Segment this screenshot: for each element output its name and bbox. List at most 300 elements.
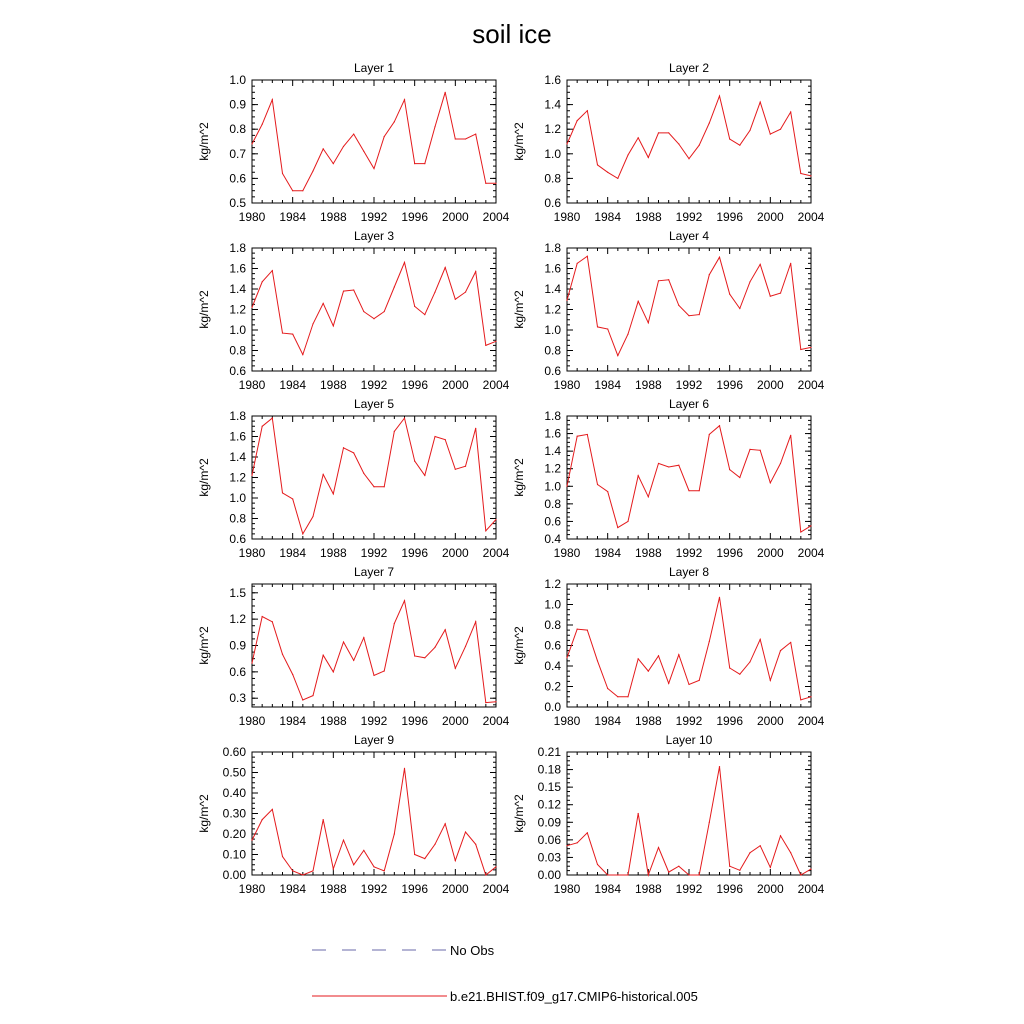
y-axis-label-layer-1: kg/m^2	[197, 122, 211, 161]
y-tick-label: 0.09	[537, 815, 561, 830]
x-tick-label: 1992	[675, 210, 703, 224]
data-point	[648, 157, 649, 158]
data-point	[566, 657, 567, 658]
data-point	[485, 183, 486, 184]
data-point	[678, 465, 679, 466]
data-point	[384, 486, 385, 487]
y-axis-label-layer-4: kg/m^2	[512, 290, 526, 329]
data-point	[566, 486, 567, 487]
y-tick-label: 1.0	[544, 146, 561, 161]
panels-group	[197, 61, 825, 896]
series-line-layer-10	[567, 767, 811, 875]
data-point	[688, 684, 689, 685]
x-tick-label: 1992	[675, 714, 703, 728]
data-point	[373, 866, 374, 867]
plot-frame-layer-10	[567, 752, 811, 875]
data-point	[251, 143, 252, 144]
data-point	[262, 124, 263, 125]
data-point	[333, 868, 334, 869]
x-tick-label: 2000	[441, 714, 469, 728]
data-point	[475, 134, 476, 135]
data-point	[394, 623, 395, 624]
x-tick-label: 1980	[553, 210, 581, 224]
data-point	[678, 866, 679, 867]
x-tick-label: 2004	[797, 378, 825, 392]
x-tick-label: 2004	[482, 882, 510, 896]
y-axis-label-layer-8: kg/m^2	[512, 626, 526, 665]
data-point	[566, 845, 567, 846]
data-point	[485, 874, 486, 875]
data-point	[648, 671, 649, 672]
data-point	[790, 642, 791, 643]
x-tick-label: 1988	[634, 546, 662, 560]
data-point	[719, 766, 720, 767]
data-point	[333, 671, 334, 672]
x-tick-label: 1980	[553, 882, 581, 896]
data-point	[770, 680, 771, 681]
data-point	[770, 134, 771, 135]
data-point	[638, 813, 639, 814]
data-point	[455, 138, 456, 139]
x-tick-label: 1988	[319, 882, 347, 896]
data-point	[282, 856, 283, 857]
data-point	[566, 143, 567, 144]
data-point	[678, 305, 679, 306]
data-point	[495, 183, 496, 184]
data-point	[709, 122, 710, 123]
y-tick-label: 1.6	[229, 429, 246, 444]
data-point	[688, 874, 689, 875]
data-point	[749, 281, 750, 282]
x-tick-label: 1980	[553, 546, 581, 560]
data-point	[577, 120, 578, 121]
data-point	[353, 289, 354, 290]
y-tick-label: 1.2	[544, 461, 561, 476]
data-point	[485, 530, 486, 531]
data-point	[790, 111, 791, 112]
x-tick-label: 2004	[482, 714, 510, 728]
x-tick-label: 1996	[716, 882, 744, 896]
data-point	[800, 349, 801, 350]
data-point	[323, 819, 324, 820]
x-tick-label: 1984	[279, 210, 307, 224]
data-point	[292, 190, 293, 191]
data-point	[577, 436, 578, 437]
panel-title-layer-1: Layer 1	[353, 61, 395, 75]
x-tick-label: 1988	[634, 882, 662, 896]
data-point	[495, 701, 496, 702]
data-point	[648, 874, 649, 875]
x-tick-label: 1996	[716, 210, 744, 224]
panel-layer-1	[197, 61, 510, 224]
plot-frame-layer-3	[252, 248, 496, 371]
data-point	[617, 874, 618, 875]
panel-layer-3	[197, 229, 510, 392]
x-tick-label: 1992	[360, 210, 388, 224]
y-tick-label: 1.8	[229, 241, 246, 255]
data-point	[251, 662, 252, 663]
data-point	[729, 294, 730, 295]
data-point	[333, 325, 334, 326]
x-tick-label: 1988	[634, 714, 662, 728]
legend	[312, 943, 698, 1004]
data-point	[363, 151, 364, 152]
y-tick-label: 0.6	[544, 364, 561, 378]
data-point	[800, 173, 801, 174]
data-point	[251, 840, 252, 841]
data-point	[658, 132, 659, 133]
data-point	[424, 858, 425, 859]
x-tick-label: 1992	[360, 378, 388, 392]
data-point	[729, 469, 730, 470]
y-tick-label: 0.00	[537, 868, 561, 882]
y-tick-label: 1.0	[544, 597, 561, 612]
data-point	[353, 452, 354, 453]
panel-title-layer-4: Layer 4	[668, 229, 710, 243]
data-point	[810, 175, 811, 176]
x-tick-label: 1996	[401, 882, 429, 896]
y-tick-label: 1.6	[544, 426, 561, 441]
data-point	[302, 354, 303, 355]
x-tick-label: 2004	[797, 546, 825, 560]
data-point	[424, 475, 425, 476]
x-tick-label: 1980	[553, 378, 581, 392]
x-tick-label: 1992	[360, 714, 388, 728]
y-tick-label: 0.6	[544, 196, 561, 210]
series-line-layer-6	[567, 426, 811, 532]
data-point	[627, 334, 628, 335]
data-point	[760, 639, 761, 640]
data-point	[638, 658, 639, 659]
data-point	[770, 296, 771, 297]
series-line-layer-2	[567, 96, 811, 178]
plot-frame-layer-9	[252, 752, 496, 875]
x-tick-label: 2000	[441, 210, 469, 224]
plot-frame-layer-7	[252, 584, 496, 707]
x-tick-label: 2000	[441, 882, 469, 896]
data-point	[810, 869, 811, 870]
data-point	[394, 121, 395, 122]
data-point	[597, 164, 598, 165]
y-tick-label: 0.4	[544, 659, 561, 673]
data-point	[770, 867, 771, 868]
data-point	[404, 417, 405, 418]
data-point	[739, 477, 740, 478]
data-point	[465, 291, 466, 292]
data-point	[495, 866, 496, 867]
y-tick-label: 0.6	[229, 171, 246, 186]
data-point	[312, 516, 313, 517]
data-point	[465, 138, 466, 139]
data-point	[384, 311, 385, 312]
data-point	[465, 831, 466, 832]
data-point	[343, 840, 344, 841]
panel-title-layer-3: Layer 3	[353, 229, 395, 243]
x-tick-label: 2000	[441, 378, 469, 392]
x-tick-label: 1984	[279, 546, 307, 560]
data-point	[780, 463, 781, 464]
y-tick-label: 1.6	[544, 73, 561, 87]
y-tick-label: 0.30	[222, 806, 246, 821]
data-point	[709, 641, 710, 642]
data-point	[323, 303, 324, 304]
data-point	[394, 431, 395, 432]
plot-frame-layer-4	[567, 248, 811, 371]
y-tick-label: 1.4	[229, 450, 246, 464]
panel-layer-7	[197, 565, 510, 728]
data-point	[607, 874, 608, 875]
data-point	[424, 314, 425, 315]
data-point	[302, 699, 303, 700]
data-point	[719, 95, 720, 96]
y-tick-label: 0.8	[544, 496, 561, 511]
data-point	[282, 173, 283, 174]
data-point	[475, 428, 476, 429]
x-tick-label: 2004	[797, 714, 825, 728]
data-point	[739, 145, 740, 146]
data-point	[770, 482, 771, 483]
y-tick-label: 1.0	[544, 323, 561, 337]
y-axis-label-layer-9: kg/m^2	[197, 794, 211, 833]
y-tick-label: 1.4	[544, 282, 561, 296]
y-tick-label: 0.12	[537, 797, 561, 812]
series-line-layer-9	[252, 768, 496, 875]
x-tick-label: 1980	[238, 882, 266, 896]
data-point	[272, 621, 273, 622]
data-point	[577, 629, 578, 630]
y-tick-label: 1.6	[544, 261, 561, 276]
data-point	[780, 835, 781, 836]
data-point	[597, 326, 598, 327]
x-tick-label: 1980	[238, 210, 266, 224]
y-axis-label-layer-6: kg/m^2	[512, 458, 526, 497]
data-point	[262, 819, 263, 820]
y-tick-label: 1.2	[229, 470, 246, 485]
y-tick-label: 1.8	[544, 241, 561, 255]
x-tick-label: 1988	[319, 714, 347, 728]
data-point	[333, 163, 334, 164]
data-point	[475, 844, 476, 845]
y-tick-label: 0.9	[229, 638, 246, 653]
y-tick-label: 0.21	[537, 745, 561, 759]
plot-frame-layer-5	[252, 416, 496, 539]
data-point	[790, 435, 791, 436]
data-point	[282, 332, 283, 333]
x-tick-label: 1984	[594, 378, 622, 392]
x-tick-label: 1984	[279, 882, 307, 896]
data-point	[434, 291, 435, 292]
x-tick-label: 2000	[756, 210, 784, 224]
y-tick-label: 0.03	[537, 850, 561, 865]
x-tick-label: 1992	[675, 882, 703, 896]
data-point	[617, 355, 618, 356]
data-point	[363, 637, 364, 638]
y-tick-label: 0.6	[544, 514, 561, 529]
series-line-layer-1	[252, 92, 496, 190]
panel-layer-10	[512, 733, 825, 896]
data-point	[394, 833, 395, 834]
data-point	[414, 655, 415, 656]
data-point	[343, 146, 344, 147]
y-tick-label: 1.0	[229, 323, 246, 337]
x-tick-label: 1996	[401, 714, 429, 728]
data-point	[455, 668, 456, 669]
data-point	[343, 641, 344, 642]
data-point	[495, 341, 496, 342]
data-point	[323, 474, 324, 475]
data-point	[587, 110, 588, 111]
panel-title-layer-8: Layer 8	[668, 565, 710, 579]
data-point	[312, 323, 313, 324]
panel-title-layer-2: Layer 2	[668, 61, 710, 75]
y-tick-label: 1.2	[229, 302, 246, 317]
data-point	[485, 702, 486, 703]
y-tick-label: 0.10	[222, 847, 246, 862]
data-point	[292, 498, 293, 499]
x-tick-label: 1984	[594, 546, 622, 560]
x-tick-label: 1984	[279, 714, 307, 728]
x-tick-label: 1980	[553, 714, 581, 728]
y-axis-label-layer-10: kg/m^2	[512, 794, 526, 833]
data-point	[699, 874, 700, 875]
data-point	[353, 134, 354, 135]
y-tick-label: 1.8	[229, 409, 246, 423]
y-tick-label: 0.6	[229, 664, 246, 679]
data-point	[495, 519, 496, 520]
data-point	[780, 293, 781, 294]
data-point	[455, 860, 456, 861]
data-point	[780, 650, 781, 651]
y-tick-label: 0.15	[537, 780, 561, 795]
y-tick-label: 0.6	[544, 638, 561, 653]
data-point	[485, 345, 486, 346]
y-tick-label: 0.50	[222, 765, 246, 780]
data-point	[749, 852, 750, 853]
data-point	[566, 300, 567, 301]
data-point	[343, 290, 344, 291]
data-point	[445, 267, 446, 268]
data-point	[262, 426, 263, 427]
figure-title: soil ice	[472, 19, 552, 49]
y-axis-label-layer-7: kg/m^2	[197, 626, 211, 665]
data-point	[404, 768, 405, 769]
data-point	[414, 461, 415, 462]
data-point	[729, 667, 730, 668]
legend-model-label: b.e21.BHIST.f09_g17.CMIP6-historical.005	[450, 989, 698, 1004]
data-point	[434, 647, 435, 648]
y-tick-label: 1.0	[229, 491, 246, 505]
data-point	[343, 447, 344, 448]
data-point	[465, 646, 466, 647]
data-point	[607, 688, 608, 689]
x-tick-label: 1996	[401, 546, 429, 560]
series-line-layer-4	[567, 256, 811, 355]
x-tick-label: 1988	[319, 210, 347, 224]
x-tick-label: 1996	[401, 210, 429, 224]
data-point	[810, 347, 811, 348]
x-tick-label: 1996	[716, 378, 744, 392]
data-point	[404, 600, 405, 601]
x-tick-label: 2000	[756, 378, 784, 392]
data-point	[739, 870, 740, 871]
x-tick-label: 1992	[675, 546, 703, 560]
y-tick-label: 0.9	[229, 97, 246, 112]
data-point	[607, 328, 608, 329]
y-tick-label: 1.6	[229, 261, 246, 276]
data-point	[262, 281, 263, 282]
data-point	[668, 466, 669, 467]
panel-title-layer-6: Layer 6	[668, 397, 710, 411]
x-tick-label: 1992	[360, 882, 388, 896]
x-tick-label: 2004	[482, 210, 510, 224]
data-point	[384, 670, 385, 671]
data-point	[780, 129, 781, 130]
data-point	[658, 847, 659, 848]
data-point	[272, 99, 273, 100]
data-point	[800, 874, 801, 875]
x-tick-label: 2004	[797, 210, 825, 224]
data-point	[810, 696, 811, 697]
data-point	[760, 845, 761, 846]
data-point	[434, 844, 435, 845]
plot-frame-layer-8	[567, 584, 811, 707]
data-point	[302, 874, 303, 875]
x-tick-label: 2000	[756, 714, 784, 728]
y-tick-label: 0.40	[222, 786, 246, 800]
data-point	[424, 657, 425, 658]
y-tick-label: 1.5	[229, 585, 246, 600]
data-point	[617, 527, 618, 528]
panel-title-layer-5: Layer 5	[353, 397, 395, 411]
panel-layer-6	[512, 397, 825, 560]
data-point	[760, 264, 761, 265]
data-point	[688, 158, 689, 159]
data-point	[323, 655, 324, 656]
y-tick-label: 0.2	[544, 679, 561, 694]
data-point	[749, 449, 750, 450]
data-point	[363, 473, 364, 474]
x-tick-label: 1984	[594, 714, 622, 728]
data-point	[394, 286, 395, 287]
data-point	[384, 136, 385, 137]
y-tick-label: 0.8	[544, 618, 561, 632]
data-point	[749, 130, 750, 131]
data-point	[658, 655, 659, 656]
data-point	[617, 178, 618, 179]
data-point	[455, 299, 456, 300]
x-tick-label: 1988	[634, 210, 662, 224]
data-point	[587, 434, 588, 435]
data-point	[627, 521, 628, 522]
data-point	[577, 842, 578, 843]
data-point	[434, 436, 435, 437]
data-point	[414, 163, 415, 164]
data-point	[699, 145, 700, 146]
data-point	[292, 674, 293, 675]
x-tick-label: 2000	[756, 546, 784, 560]
data-point	[414, 854, 415, 855]
data-point	[312, 695, 313, 696]
data-point	[272, 417, 273, 418]
data-point	[658, 280, 659, 281]
x-tick-label: 1988	[319, 378, 347, 392]
y-tick-label: 1.4	[544, 444, 561, 459]
data-point	[251, 475, 252, 476]
data-point	[668, 279, 669, 280]
data-point	[699, 680, 700, 681]
data-point	[729, 138, 730, 139]
data-point	[404, 99, 405, 100]
